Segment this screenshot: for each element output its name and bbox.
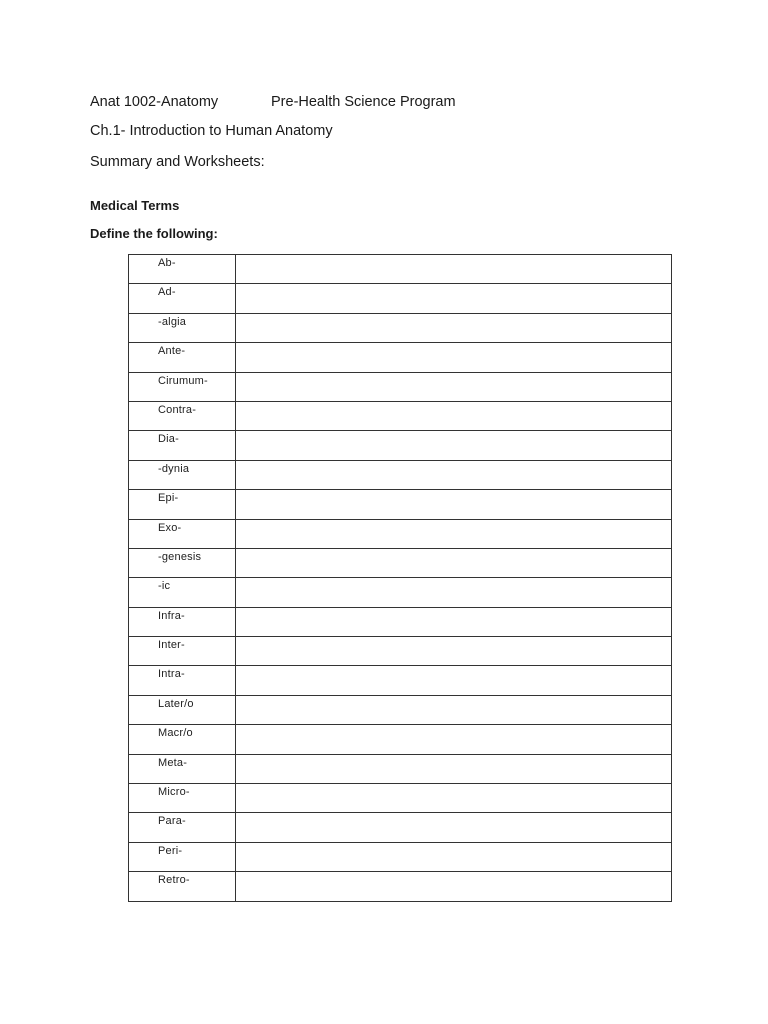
term-row (129, 666, 672, 695)
section-instruction: Define the following: (90, 226, 218, 241)
term-label: Meta- (129, 754, 236, 783)
term-label: -ic (129, 578, 236, 607)
definition-cell[interactable] (236, 313, 672, 342)
term-row (129, 754, 672, 783)
definition-cell[interactable] (236, 754, 672, 783)
term-label: Ante- (129, 343, 236, 372)
chapter-title: Ch.1- Introduction to Human Anatomy (90, 123, 333, 139)
term-row (129, 519, 672, 548)
term-row (129, 872, 672, 901)
term-row (129, 607, 672, 636)
definition-cell[interactable] (236, 431, 672, 460)
term-row (129, 548, 672, 577)
term-label: Contra- (129, 401, 236, 430)
term-row (129, 813, 672, 842)
definition-cell[interactable] (236, 401, 672, 430)
term-label: Macr/o (129, 725, 236, 754)
term-label: Para- (129, 813, 236, 842)
term-label: Exo- (129, 519, 236, 548)
definition-cell[interactable] (236, 725, 672, 754)
term-label: Retro- (129, 872, 236, 901)
term-row (129, 255, 672, 284)
term-row (129, 313, 672, 342)
term-label: -algia (129, 313, 236, 342)
term-label: Epi- (129, 490, 236, 519)
term-label: Infra- (129, 607, 236, 636)
course-title: Anat 1002-Anatomy (90, 94, 219, 110)
definition-cell[interactable] (236, 813, 672, 842)
term-row (129, 431, 672, 460)
definition-cell[interactable] (236, 578, 672, 607)
definition-cell[interactable] (236, 255, 672, 284)
term-row (129, 490, 672, 519)
term-row (129, 695, 672, 724)
term-row (129, 284, 672, 313)
program-title: Pre-Health Science Program (271, 94, 456, 110)
term-label: Inter- (129, 637, 236, 666)
definition-cell[interactable] (236, 842, 672, 871)
term-label: -dynia (129, 460, 236, 489)
term-label: Dia- (129, 431, 236, 460)
definition-cell[interactable] (236, 460, 672, 489)
definition-cell[interactable] (236, 519, 672, 548)
definition-cell[interactable] (236, 372, 672, 401)
term-row (129, 637, 672, 666)
term-label: Cirumum- (129, 372, 236, 401)
term-row (129, 578, 672, 607)
definition-cell[interactable] (236, 637, 672, 666)
term-label: Ad- (129, 284, 236, 313)
term-label: Later/o (129, 695, 236, 724)
term-row (129, 343, 672, 372)
term-label: Ab- (129, 255, 236, 284)
term-row (129, 372, 672, 401)
definition-cell[interactable] (236, 490, 672, 519)
definition-cell[interactable] (236, 666, 672, 695)
terms-table (128, 254, 672, 902)
definition-cell[interactable] (236, 695, 672, 724)
term-row (129, 460, 672, 489)
term-label: Peri- (129, 842, 236, 871)
term-label: Micro- (129, 784, 236, 813)
term-row (129, 784, 672, 813)
terms-table-body (129, 255, 672, 902)
term-row (129, 725, 672, 754)
definition-cell[interactable] (236, 607, 672, 636)
definition-cell[interactable] (236, 784, 672, 813)
term-row (129, 842, 672, 871)
term-label: -genesis (129, 548, 236, 577)
worksheet-subtitle: Summary and Worksheets: (90, 154, 265, 170)
definition-cell[interactable] (236, 872, 672, 901)
header-course-line (90, 93, 456, 111)
term-row (129, 401, 672, 430)
definition-cell[interactable] (236, 284, 672, 313)
term-label: Intra- (129, 666, 236, 695)
definition-cell[interactable] (236, 548, 672, 577)
section-title: Medical Terms (90, 198, 180, 213)
definition-cell[interactable] (236, 343, 672, 372)
